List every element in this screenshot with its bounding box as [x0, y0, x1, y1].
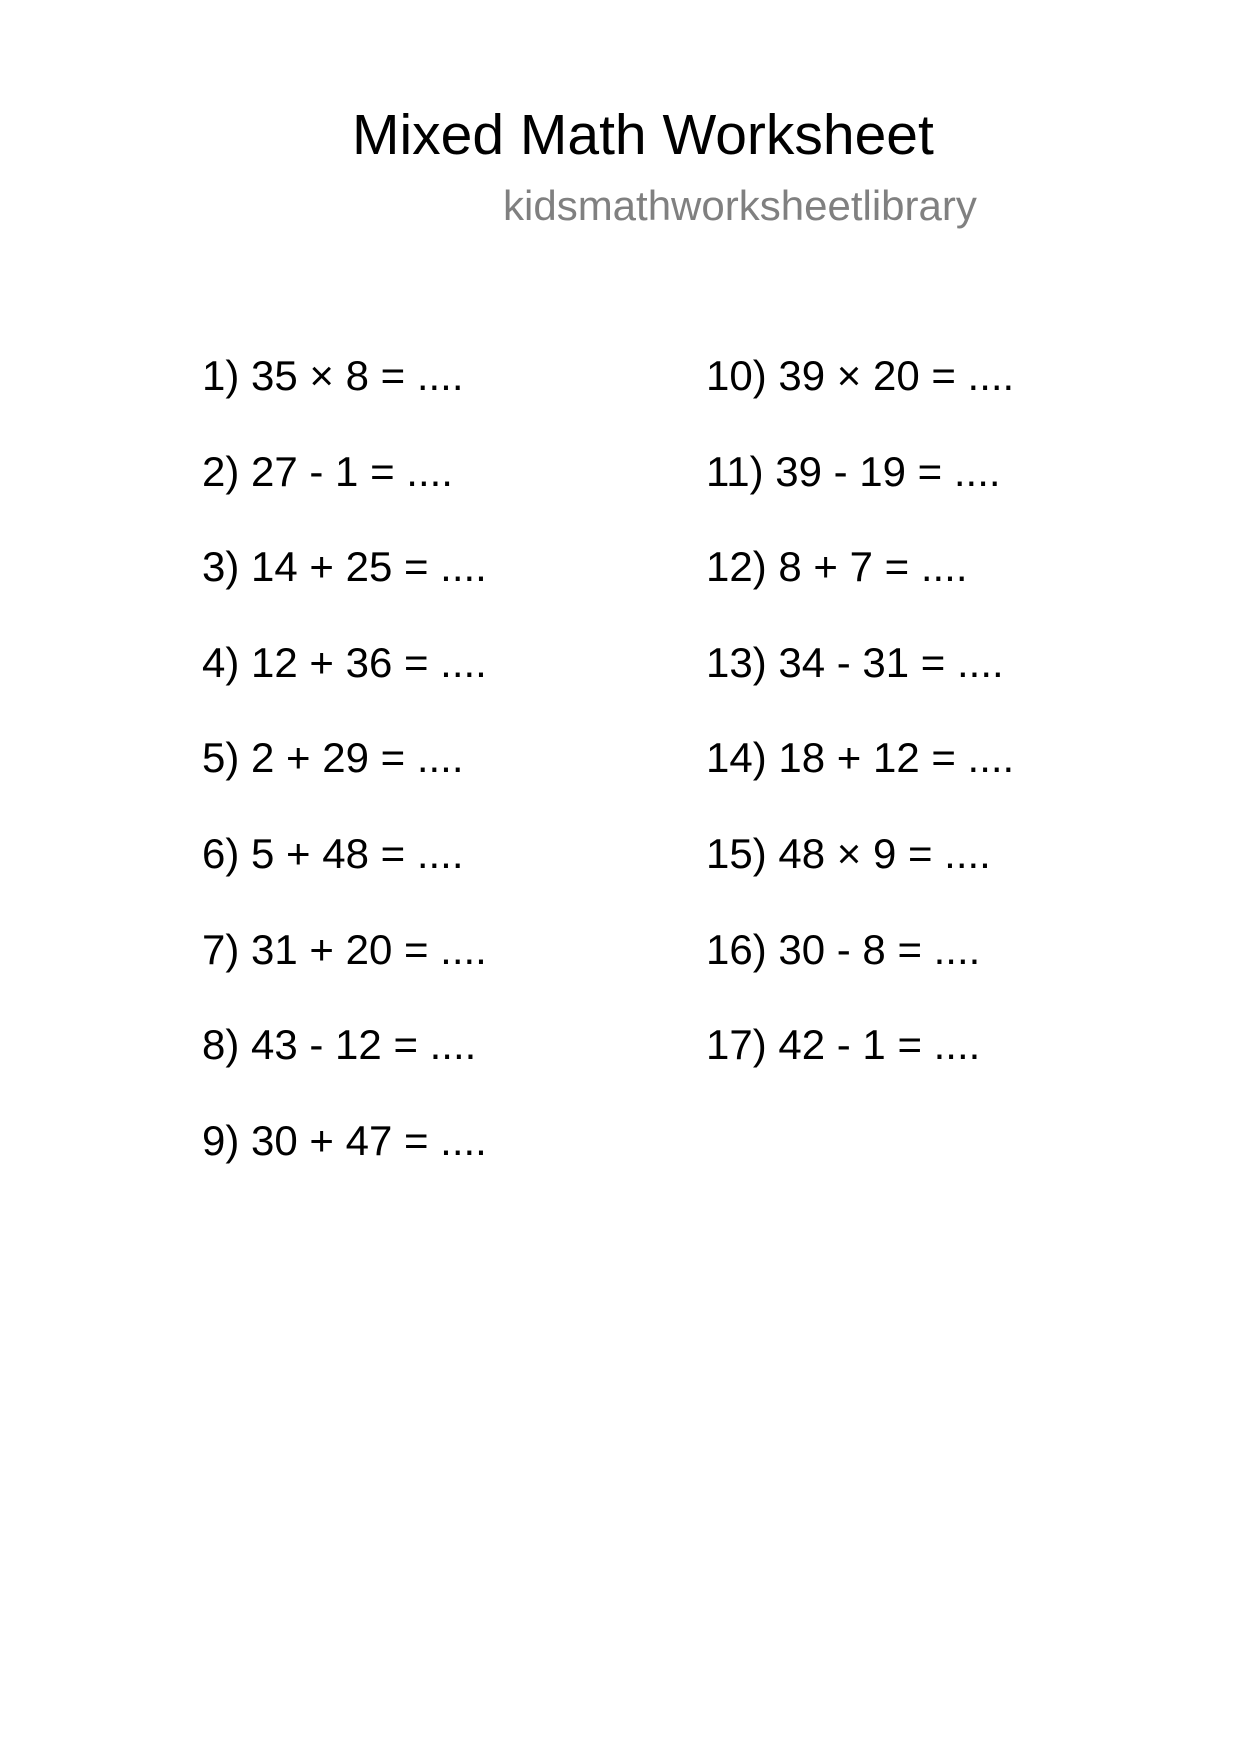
problem-item: 4) 12 + 36 = .... [202, 638, 487, 686]
problems-column-right [706, 350, 1014, 1115]
worksheet-source: kidsmathworksheetlibrary [503, 182, 977, 229]
problem-item: 10) 39 × 20 = .... [706, 352, 1015, 399]
problem-item: 8) 43 - 12 = .... [202, 1021, 477, 1069]
problem-item: 14) 18 + 12 = .... [706, 734, 1015, 782]
worksheet-title: Mixed Math Worksheet [352, 103, 934, 167]
problem-item: 17) 42 - 1 = .... [706, 1021, 981, 1069]
problem-item: 12) 8 + 7 = .... [706, 543, 968, 591]
problem-item: 13) 34 - 31 = .... [706, 638, 1004, 686]
problem-item: 11) 39 - 19 = .... [706, 447, 1001, 495]
problem-item: 1) 35 × 8 = .... [202, 352, 464, 399]
problem-item: 3) 14 + 25 = .... [202, 543, 487, 591]
problem-item: 5) 2 + 29 = .... [202, 734, 464, 782]
problem-item: 7) 31 + 20 = .... [202, 925, 487, 973]
problem-item: 15) 48 × 9 = .... [706, 829, 991, 877]
problem-item: 6) 5 + 48 = .... [202, 829, 464, 877]
problem-item: 2) 27 - 1 = .... [202, 447, 453, 495]
problems-column-left [202, 350, 487, 1210]
problem-item: 16) 30 - 8 = .... [706, 925, 981, 973]
problem-item: 9) 30 + 47 = .... [202, 1116, 487, 1164]
